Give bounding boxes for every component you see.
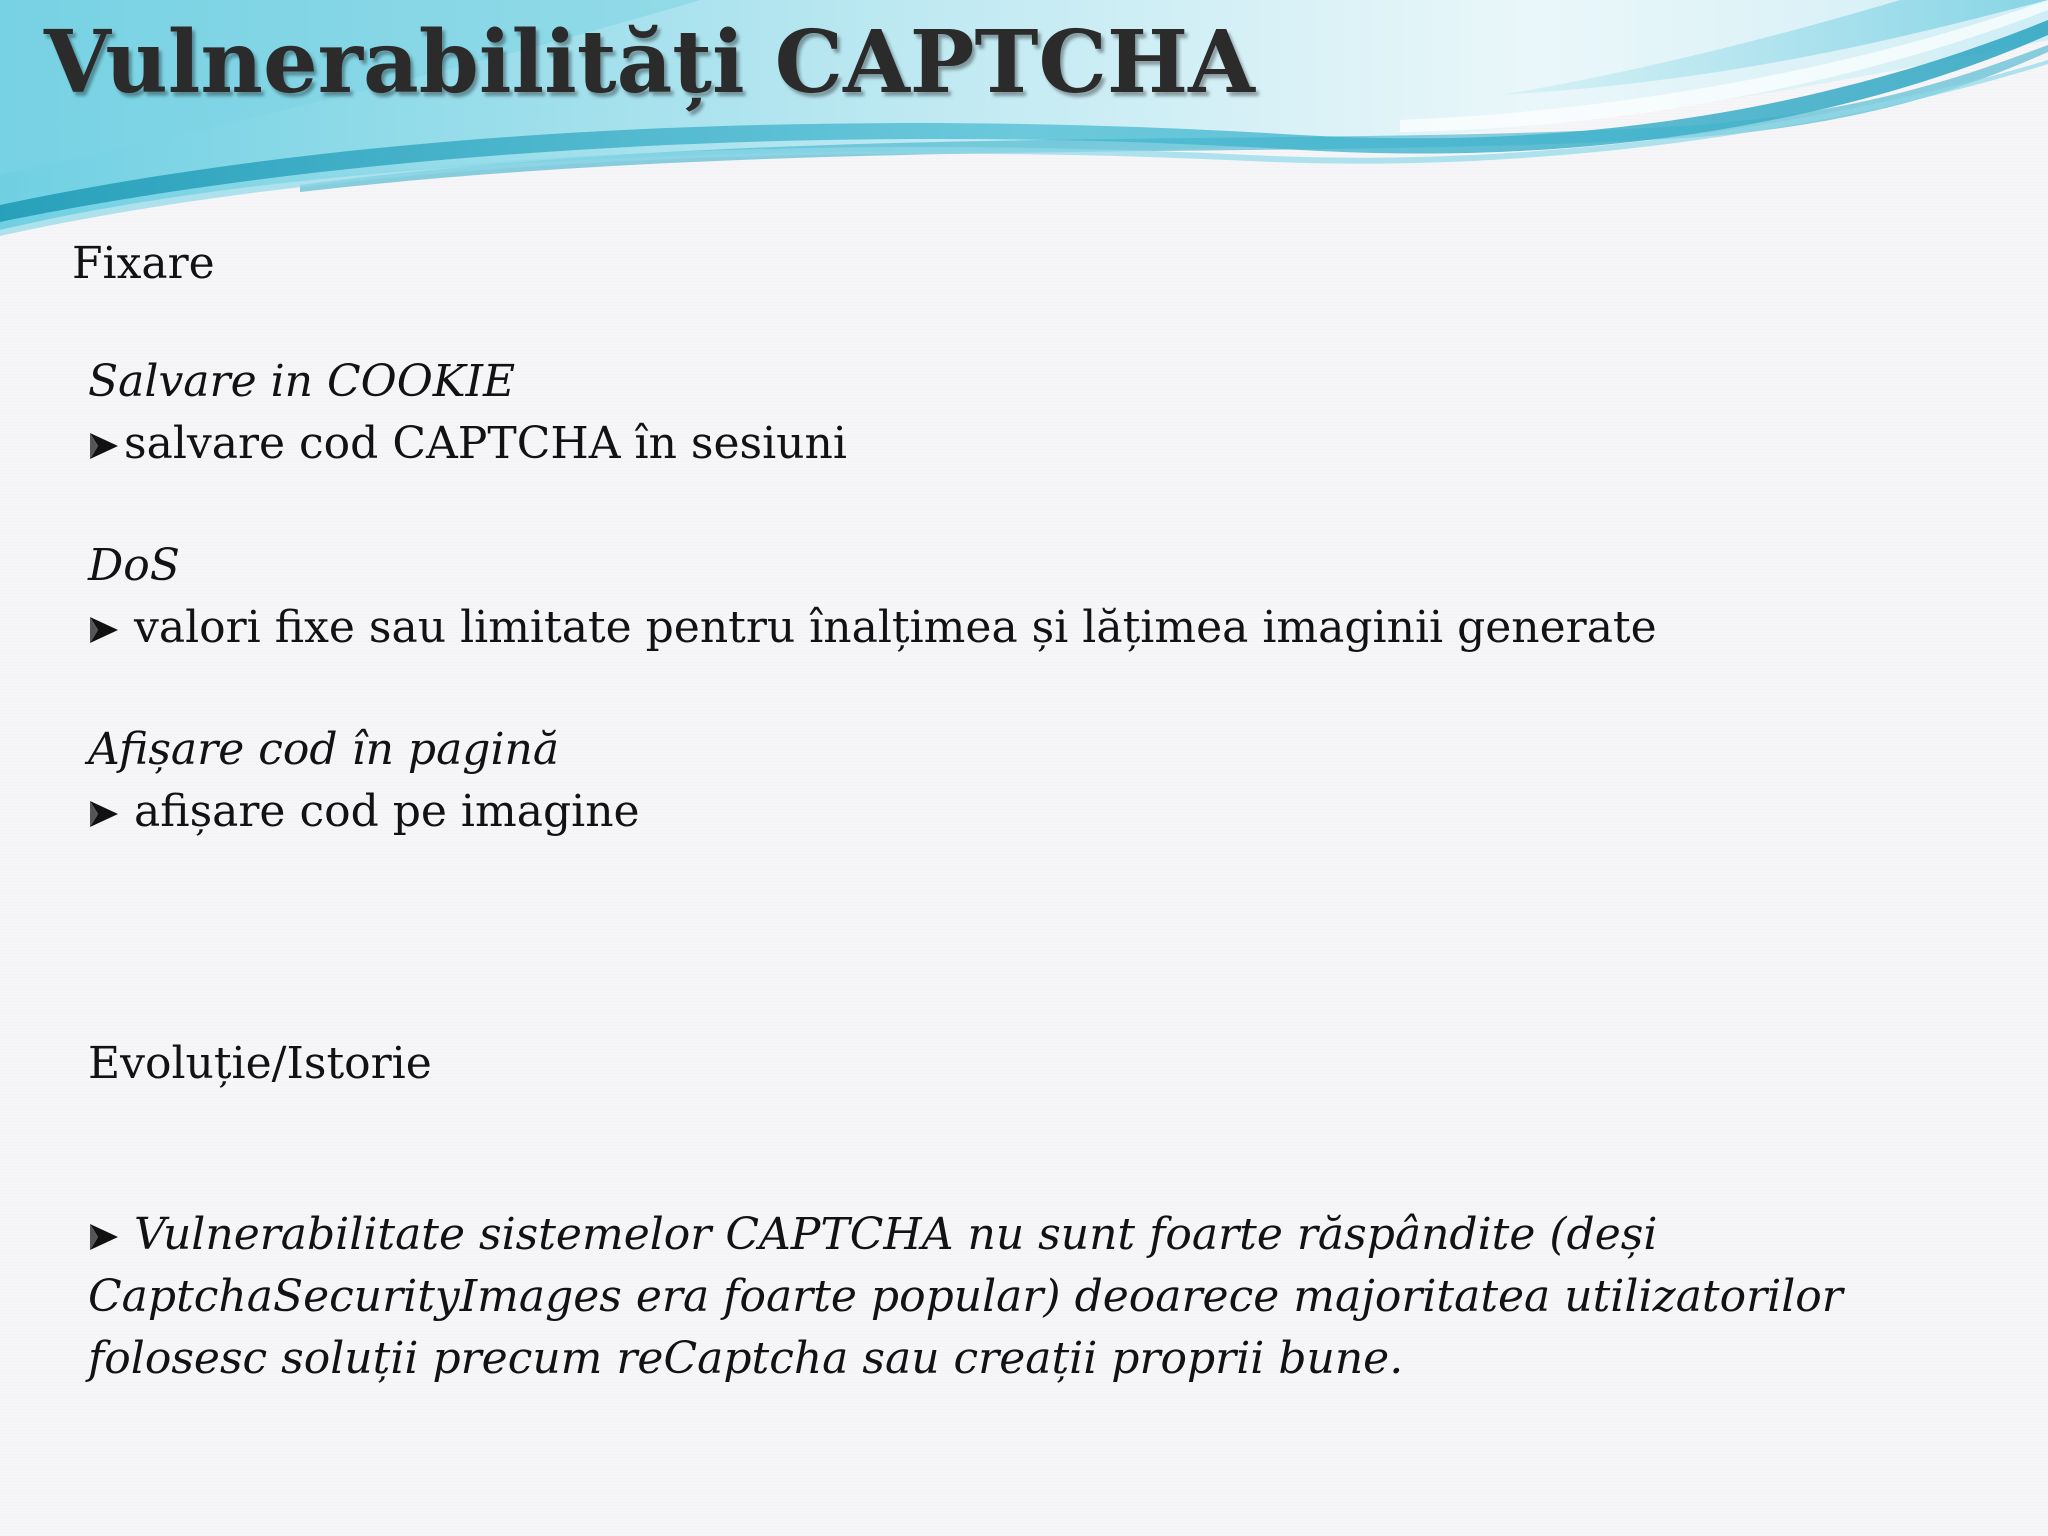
bullet-item-dos	[88, 598, 1657, 658]
item-heading-afisare: Afișare cod în pagină	[88, 724, 560, 775]
bullet-item-afisare	[88, 782, 640, 842]
item-heading-cookie: Salvare in COOKIE	[88, 356, 516, 407]
arrowhead-bullet-icon	[88, 615, 120, 645]
bullet-text: salvare cod CAPTCHA în sesiuni	[124, 418, 847, 469]
arrowhead-bullet-icon	[88, 1222, 120, 1252]
item-heading-dos: DoS	[88, 540, 180, 591]
bullet-text: afișare cod pe imagine	[134, 786, 640, 837]
arrowhead-bullet-icon	[88, 431, 120, 461]
bullet-text: valori fixe sau limitate pentru înalțimea și lățimea imaginii generate	[134, 602, 1657, 653]
section-heading-fixare: Fixare	[72, 238, 215, 289]
arrowhead-bullet-icon	[88, 799, 120, 829]
evolution-heading: Evoluție/Istorie	[88, 1038, 432, 1089]
evolution-bullet-paragraph	[88, 1204, 1988, 1390]
slide-title: Vulnerabilități CAPTCHA	[44, 12, 1255, 113]
bullet-item-cookie	[88, 414, 847, 474]
evolution-bullet-text: Vulnerabilitate sistemelor CAPTCHA nu sunt foarte răspândite (deși CaptchaSecurityImages era foarte popular) deoarece majoritatea utilizatorilor folosesc soluții precum reCaptcha sau creații proprii bune.	[88, 1209, 1843, 1384]
